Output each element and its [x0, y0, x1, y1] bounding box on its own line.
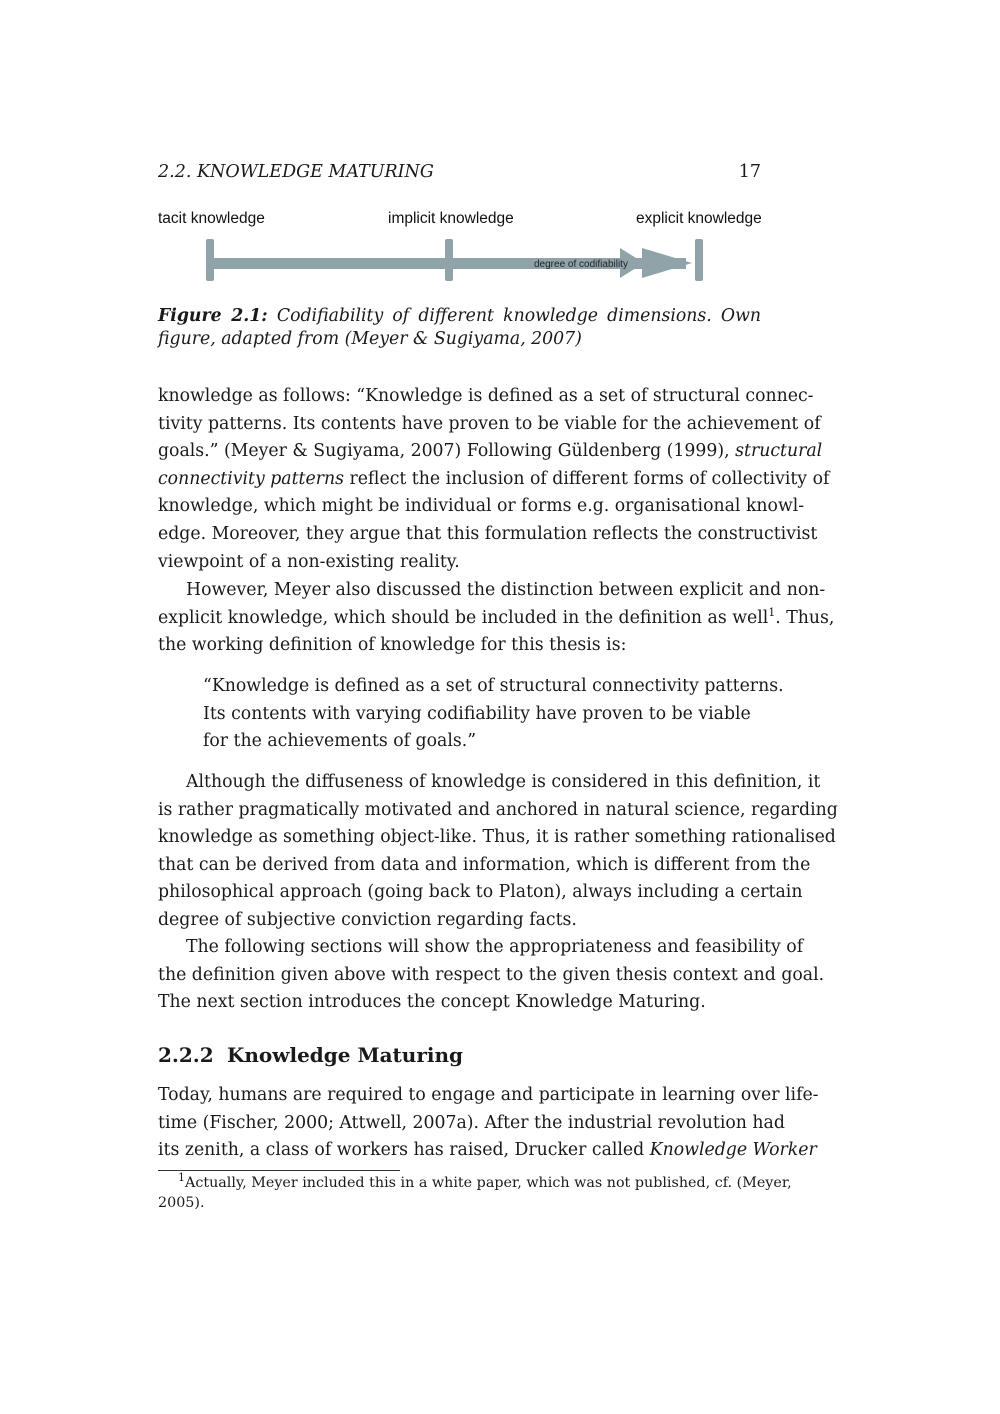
footnote-rule: [158, 1170, 400, 1171]
paragraph-2: [158, 577, 835, 660]
text-line: 2005).: [158, 1195, 205, 1211]
text-line: “Knowledge is defined as a set of structural connectivity patterns.: [203, 676, 784, 696]
caption-label: Figure 2.1:: [158, 306, 268, 326]
arrowhead-icon: [642, 248, 692, 278]
arrow-label: degree of codifiability: [534, 259, 628, 270]
figure-caption: [158, 305, 761, 351]
text-line: for the achievements of goals.”: [203, 731, 477, 752]
section-title: Knowledge Maturing: [227, 1043, 463, 1067]
footnote-reference[interactable]: 1: [768, 605, 776, 619]
paragraph-3: [158, 769, 838, 935]
text-line: [158, 466, 830, 494]
text-line: [158, 605, 835, 633]
paragraph-5: [158, 1082, 819, 1165]
text-line: viewpoint of a non-existing reality.: [158, 551, 460, 572]
text-line: [158, 1137, 817, 1165]
text-run: its zenith, a class of workers has raised, Drucker called: [158, 1140, 650, 1161]
text-run: . Thus,: [775, 607, 835, 628]
text-line: Its contents with varying codifiability have proven to be viable: [203, 703, 751, 724]
text-run: goals.” (Meyer & Sugiyama, 2007) Following Güldenberg (1999),: [158, 441, 736, 462]
implicit-marker: [445, 239, 453, 281]
emphasis-text: structural: [735, 441, 823, 462]
text-line: However, Meyer also discussed the distinction between explicit and non-: [186, 580, 826, 600]
emphasis-text: Knowledge Worker: [649, 1140, 817, 1161]
text-line: philosophical approach (going back to Platon), always including a certain: [158, 882, 803, 903]
footnote: [158, 1171, 792, 1213]
figure-label-implicit: implicit knowledge: [388, 210, 514, 227]
codifiability-figure: [190, 234, 720, 286]
definition-quote: [203, 673, 784, 756]
paragraph-4: [158, 934, 825, 1017]
caption-text: Codifiability of different knowledge dimensions. Own figure, adapted from (Meyer & Sugiyama, 2007): [158, 306, 762, 349]
figure-label-explicit: explicit knowledge: [636, 210, 762, 227]
text-line: knowledge as something object-like. Thus, it is rather something rationalised: [158, 827, 836, 848]
text-line: knowledge as follows: “Knowledge is defined as a set of structural connec-: [158, 386, 814, 406]
text-line: that can be derived from data and information, which is different from the: [158, 854, 811, 875]
text-run: reflect the inclusion of different forms of collectivity of: [343, 468, 830, 489]
text-line: [158, 1171, 792, 1193]
text-line: knowledge, which might be individual or forms e.g. organisational knowl-: [158, 496, 805, 517]
section-number: 2.2.2: [158, 1043, 214, 1067]
text-line: time (Fischer, 2000; Attwell, 2007a). After the industrial revolution had: [158, 1112, 785, 1133]
text-run: explicit knowledge, which should be included in the definition as well: [158, 607, 769, 628]
text-line: The next section introduces the concept Knowledge Maturing.: [158, 992, 706, 1013]
explicit-marker: [695, 239, 703, 281]
footnote-mark: 1: [178, 1171, 185, 1185]
text-line: The following sections will show the appropriateness and feasibility of: [186, 937, 804, 957]
running-header: [158, 160, 761, 184]
section-heading: [158, 1041, 463, 1069]
figure-label-tacit: tacit knowledge: [158, 210, 265, 227]
paragraph-1: [158, 383, 830, 576]
text-line: Although the diffuseness of knowledge is considered in this definition, it: [186, 772, 821, 792]
page-number: 17: [738, 162, 761, 182]
text-line: the definition given above with respect to the given thesis context and goal.: [158, 964, 825, 985]
text-line: tivity patterns. Its contents have proven to be viable for the achievement of: [158, 413, 821, 434]
tacit-marker: [206, 239, 214, 281]
emphasis-text: connectivity patterns: [158, 468, 344, 489]
text-line: Today, humans are required to engage and participate in learning over life-: [158, 1085, 819, 1105]
text-run: Actually, Meyer included this in a white paper, which was not published, cf. (Meyer,: [185, 1175, 792, 1191]
text-line: edge. Moreover, they argue that this formulation reflects the constructivist: [158, 523, 818, 544]
header-section: 2.2. KNOWLEDGE MATURING: [158, 162, 434, 182]
text-line: degree of subjective conviction regarding facts.: [158, 909, 577, 930]
text-line: [158, 438, 823, 466]
text-line: the working definition of knowledge for this thesis is:: [158, 635, 627, 656]
text-line: is rather pragmatically motivated and anchored in natural science, regarding: [158, 799, 838, 820]
